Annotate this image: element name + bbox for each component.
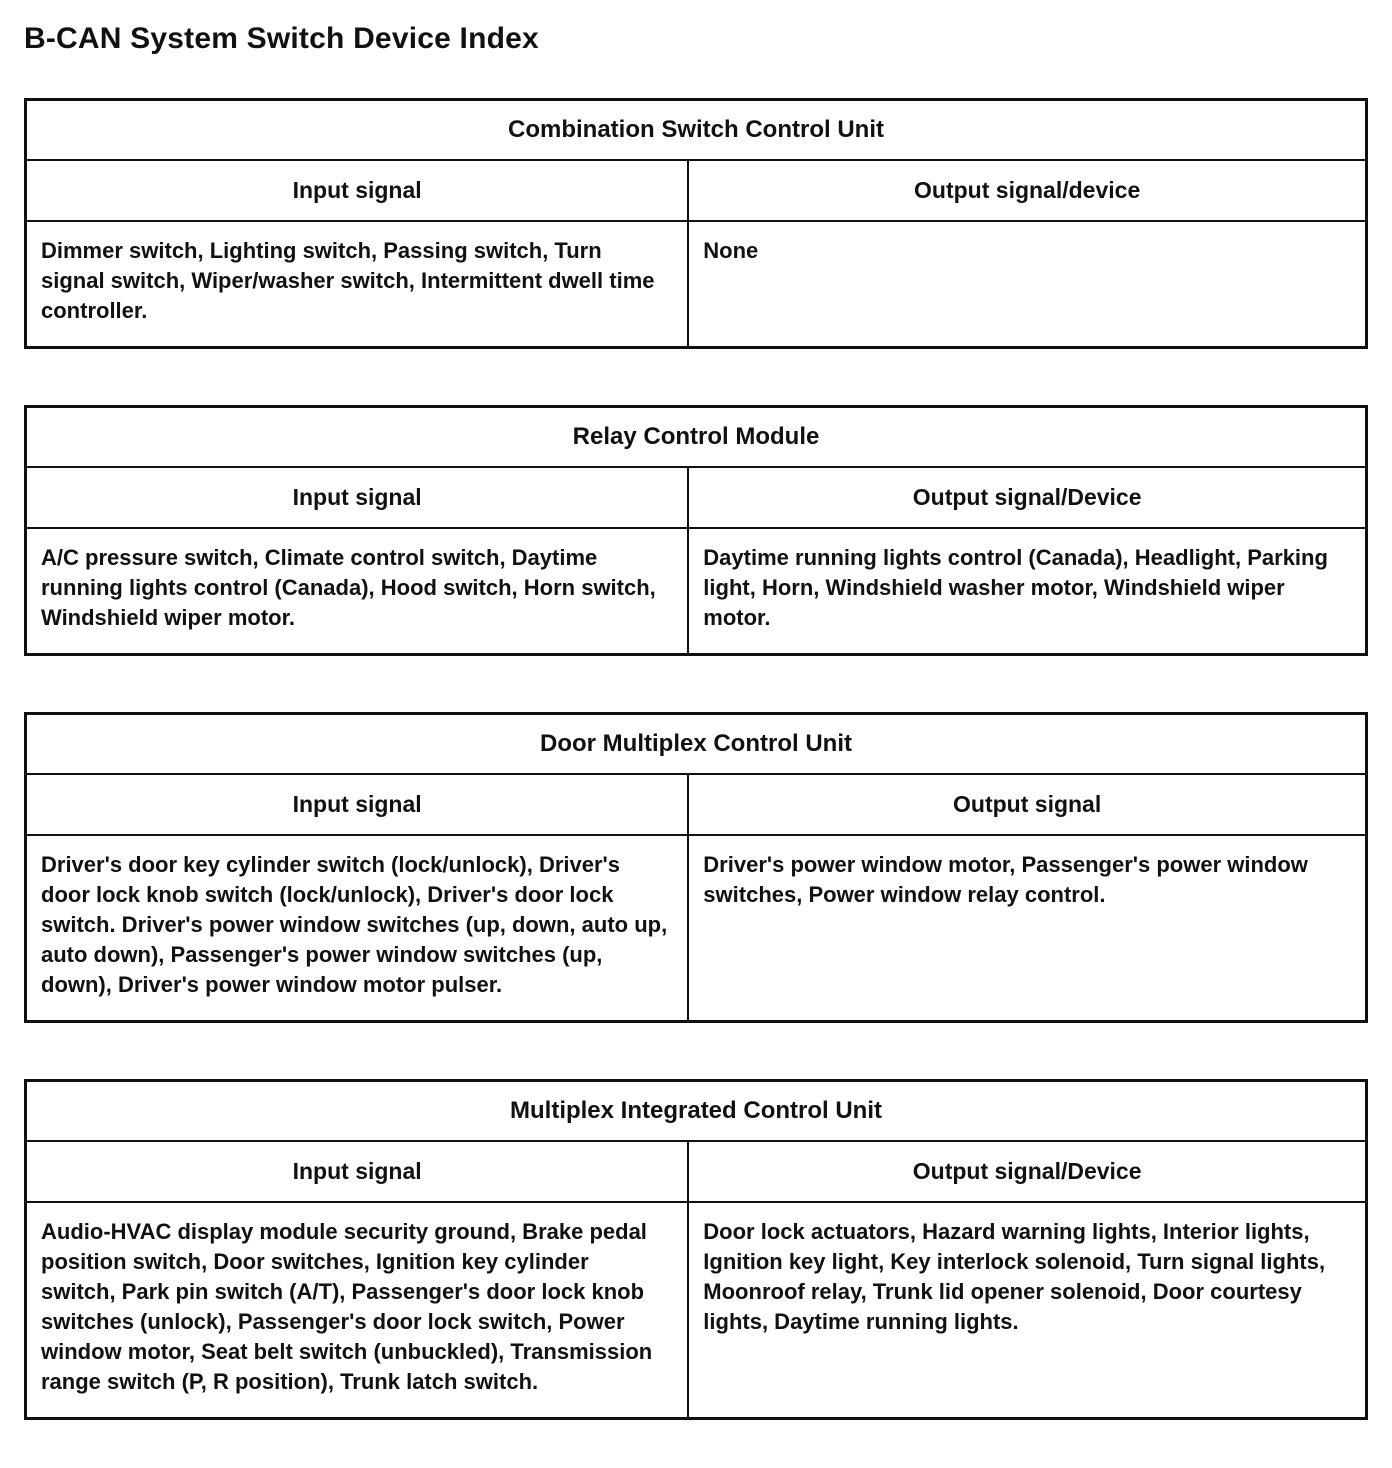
output-signal-cell: Door lock actuators, Hazard warning lights, Interior lights, Ignition key light, Key interlock solenoid, Turn signal lights, Moonroof relay, Trunk lid opener solenoid, Door courtesy lights, Daytime running lights. <box>703 1219 1326 1334</box>
table-header-row <box>27 1142 1365 1203</box>
input-signal-cell: Audio-HVAC display module security ground, Brake pedal position switch, Door switches, Ignition key cylinder switch, Park pin switch (A/T), Passenger's door lock knob switches (unlock), Passenger's door lock switch, Power window motor, Seat belt switch (unbuckled), Transmission range switch (P, R position), Trunk latch switch. <box>27 1203 689 1417</box>
table-title: Combination Switch Control Unit <box>27 101 1365 161</box>
input-signal-header: Input signal <box>27 1142 689 1201</box>
output-signal-cell: Driver's power window motor, Passenger's power window switches, Power window relay control. <box>703 852 1308 907</box>
output-signal-cell: None <box>703 238 759 263</box>
table-body-row <box>27 529 1365 653</box>
table-header-row <box>27 775 1365 836</box>
table-title: Door Multiplex Control Unit <box>27 715 1365 775</box>
table-header-row <box>27 161 1365 222</box>
table-header-row <box>27 468 1365 529</box>
table-body-row <box>27 1203 1365 1417</box>
output-signal-cell: Daytime running lights control (Canada), Headlight, Parking light, Horn, Windshield washer motor, Windshield wiper motor. <box>703 545 1328 630</box>
output-signal-header: Output signal/Device <box>912 484 1142 510</box>
output-signal-header: Output signal/device <box>914 177 1141 203</box>
table-door-multiplex-control-unit <box>24 712 1368 1023</box>
table-relay-control-module <box>24 405 1368 656</box>
page-title: B-CAN System Switch Device Index <box>24 22 539 55</box>
table-title: Relay Control Module <box>27 408 1365 468</box>
input-signal-header: Input signal <box>27 775 689 834</box>
table-combination-switch-control-unit <box>24 98 1368 349</box>
input-signal-header: Input signal <box>27 468 689 527</box>
table-multiplex-integrated-control-unit <box>24 1079 1368 1420</box>
table-body-row <box>27 222 1365 346</box>
input-signal-cell: Driver's door key cylinder switch (lock/unlock), Driver's door lock knob switch (lock/unlock), Driver's door lock switch. Driver's power window switches (up, down, auto up, auto down), Passenger's power window switches (up, down), Driver's power window motor pulser. <box>27 836 689 1020</box>
input-signal-cell: Dimmer switch, Lighting switch, Passing switch, Turn signal switch, Wiper/washer switch, Intermittent dwell time controller. <box>27 222 689 346</box>
output-signal-header: Output signal <box>953 791 1102 817</box>
table-body-row <box>27 836 1365 1020</box>
table-title: Multiplex Integrated Control Unit <box>27 1082 1365 1142</box>
input-signal-header: Input signal <box>27 161 689 220</box>
output-signal-header: Output signal/Device <box>912 1158 1142 1184</box>
input-signal-cell: A/C pressure switch, Climate control switch, Daytime running lights control (Canada), Hood switch, Horn switch, Windshield wiper motor. <box>27 529 689 653</box>
